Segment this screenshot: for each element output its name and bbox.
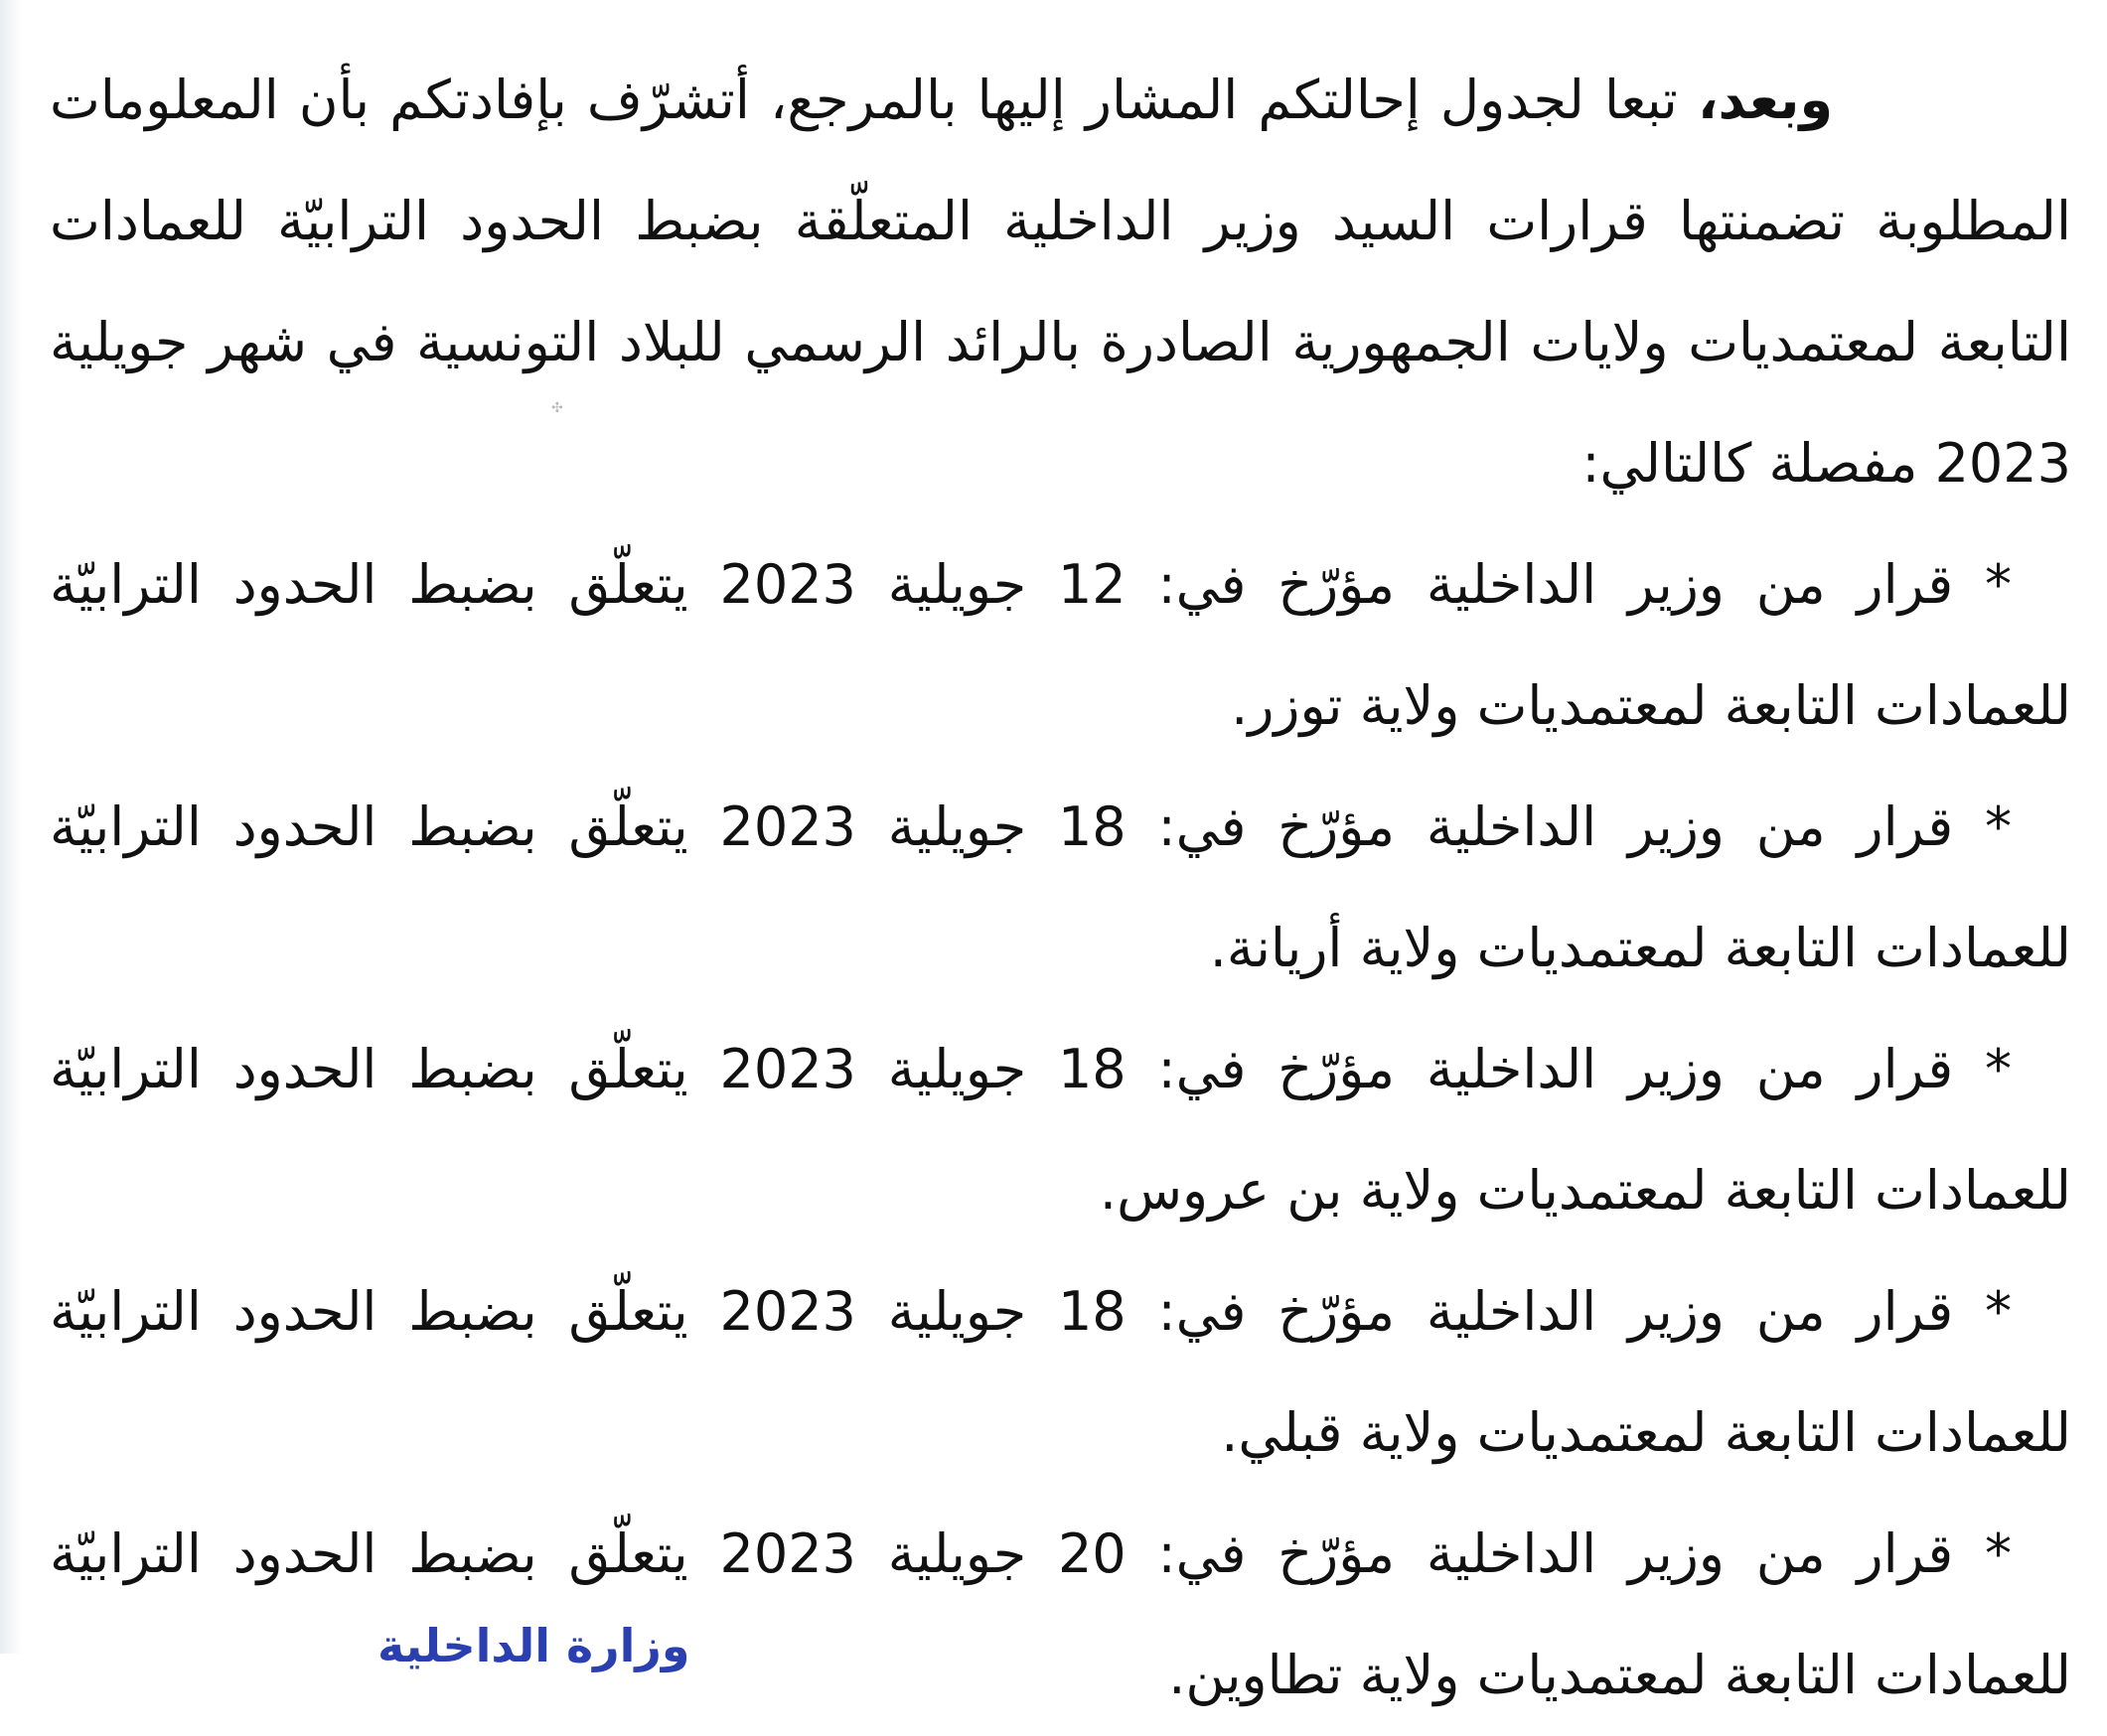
intro-paragraph: [50, 40, 2071, 524]
decree-item-3: * قرار من وزير الداخلية مؤرّخ في: 18 جويلية 2023 يتعلّق بضبط الحدود الترابيّة للعمادات التابعة لمعتمديات ولاية بن عروس.: [50, 1038, 2071, 1222]
decree-item-2: * قرار من وزير الداخلية مؤرّخ في: 18 جويلية 2023 يتعلّق بضبط الحدود الترابيّة للعمادات التابعة لمعتمديات ولاية أريانة.: [50, 796, 2071, 979]
scan-edge-shadow: [0, 0, 22, 1654]
decree-item-1: * قرار من وزير الداخلية مؤرّخ في: 12 جويلية 2023 يتعلّق بضبط الحدود الترابيّة للعمادات التابعة لمعتمديات ولاية توزر.: [50, 553, 2071, 737]
scan-speck-icon: ✣: [551, 401, 563, 416]
document-body: [50, 40, 2071, 1736]
decree-item-4: * قرار من وزير الداخلية مؤرّخ في: 18 جويلية 2023 يتعلّق بضبط الحدود الترابيّة للعمادات التابعة لمعتمديات ولاية قبلي.: [50, 1280, 2071, 1464]
intro-lead: وبعد،: [1697, 69, 1834, 131]
intro-text: تبعا لجدول إحالتكم المشار إليها بالمرجع، أتشرّف بإفادتكم بأن المعلومات المطلوبة تضمنتها قرارات السيد وزير الداخلية المتعلّقة بضبط الحدود الترابيّة للعمادات التابعة لمعتمديات ولايات الجمهورية الصادرة بالرائد الرسمي للبلاد التونسية في شهر جويلية 2023 مفصلة كالتالي:: [50, 69, 2071, 495]
ministry-stamp: وزارة الداخلية: [377, 1619, 690, 1672]
decree-item-5: * قرار من وزير الداخلية مؤرّخ في: 20 جويلية 2023 يتعلّق بضبط الحدود الترابيّة للعمادات التابعة لمعتمديات ولاية تطاوين.: [50, 1522, 2071, 1706]
